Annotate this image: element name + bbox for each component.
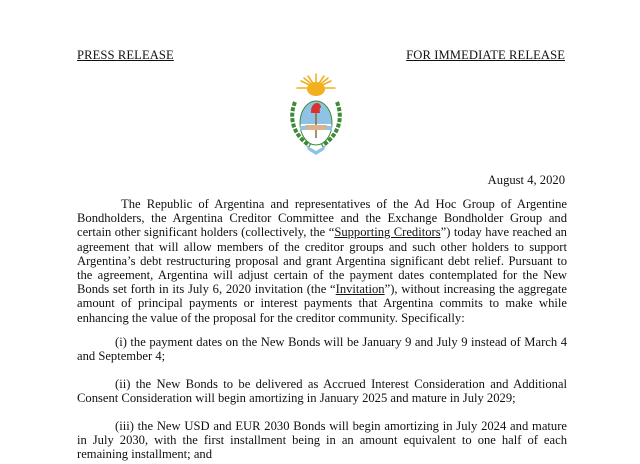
list-item: (iii) the New USD and EUR 2030 Bonds will begin amortizing in July 2024 and mature in July 2030, with the first installment being in an amount equivalent to one half of each remaining installment; and bbox=[77, 419, 567, 462]
invitation-term: Invitation bbox=[335, 282, 385, 297]
argentina-coat-of-arms-icon bbox=[286, 72, 346, 158]
press-release-label: PRESS RELEASE bbox=[77, 48, 174, 62]
list-item: (i) the payment dates on the New Bonds will be January 9 and July 9 instead of March 4 and September 4; bbox=[77, 335, 567, 364]
release-date: August 4, 2020 bbox=[487, 173, 565, 187]
intro-paragraph bbox=[77, 197, 567, 325]
list-item: (ii) the New Bonds to be delivered as Accrued Interest Consideration and Additional Consent Consideration will begin amortizing in January 2025 and mature in July 2029; bbox=[77, 377, 567, 406]
intro-part-3: ”), without increasing the aggregate amount of principal payments or interest payments that Argentina commits to make while enhancing the value of the proposal for the creditor community. Specifically: bbox=[77, 282, 567, 325]
intro-part-1: The Republic of Argentina and representatives of the Ad Hoc Group of Argentine Bondholders, the Argentina Creditor Committee and the Exchange Bondholder Group and certain other significant holders (collectively, the “ bbox=[77, 197, 567, 240]
supporting-creditors-term: Supporting Creditors bbox=[334, 225, 441, 240]
intro-part-2: ”) today have reached an agreement that will allow members of the creditor groups and such other holders to support Argentina’s debt restructuring proposal and grant Argentina significant debt relief. Pursuant to the agreement, Argentina will adjust certain of the payment dates contemplated for the New Bonds set forth in its July 6, 2020 invitation (the “ bbox=[77, 225, 567, 297]
immediate-release-label: FOR IMMEDIATE RELEASE bbox=[406, 48, 565, 62]
